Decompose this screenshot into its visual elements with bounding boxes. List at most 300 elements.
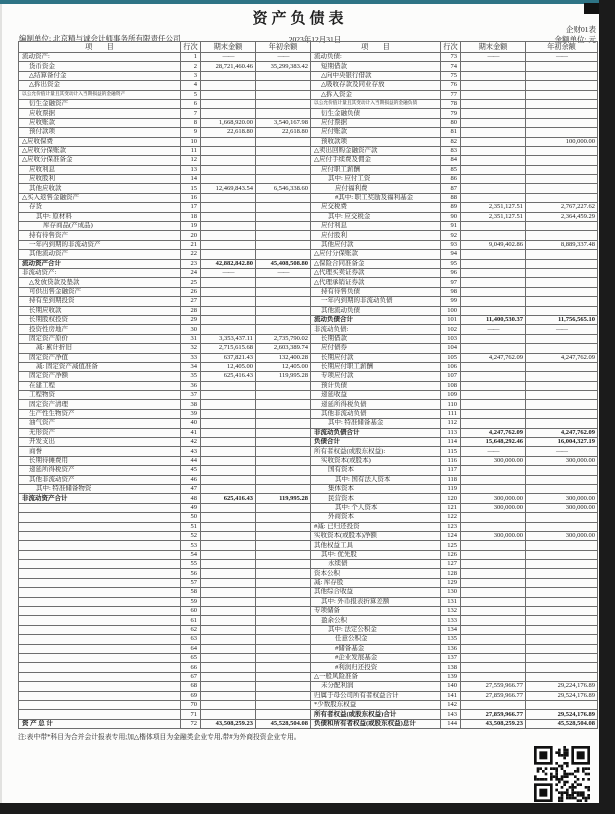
liability-beginning-balance [526,597,598,606]
liability-beginning-balance [526,419,598,428]
liability-ending-balance: 300,000.00 [461,456,526,465]
liability-ending-balance [461,513,526,522]
liability-ending-balance [461,62,526,71]
table-row [19,682,598,691]
liability-ending-balance: 43,508,259.23 [461,719,526,728]
balance-sheet-table [18,41,598,729]
asset-ending-balance [201,484,256,493]
liability-line-number: 141 [441,691,461,700]
table-row [19,691,598,700]
asset-ending-balance: 12,405.00 [201,362,256,371]
asset-line-number: 37 [181,391,201,400]
liability-line-number: 117 [441,466,461,475]
table-row [19,81,598,90]
asset-line-number: 52 [181,531,201,540]
liability-ending-balance [461,616,526,625]
asset-beginning-balance [256,438,311,447]
liability-ending-balance [461,128,526,137]
liability-beginning-balance: 16,004,327.19 [526,438,598,447]
liability-item-label: 负债合计 [311,438,441,447]
asset-item-label: △应收保费 [19,137,181,146]
asset-beginning-balance [256,297,311,306]
asset-line-number: 36 [181,381,201,390]
table-row [19,156,598,165]
liability-beginning-balance [526,513,598,522]
asset-beginning-balance [256,541,311,550]
asset-item-label [19,654,181,663]
liability-beginning-balance [526,306,598,315]
asset-line-number: 6 [181,99,201,108]
table-row [19,212,598,221]
asset-beginning-balance: 132,400.28 [256,353,311,362]
table-row [19,146,598,155]
table-row [19,560,598,569]
liability-beginning-balance [526,175,598,184]
liability-line-number: 108 [441,381,461,390]
asset-beginning-balance [256,175,311,184]
asset-ending-balance: 43,508,259.23 [201,719,256,728]
liability-ending-balance [461,466,526,475]
asset-item-label: 无形资产 [19,428,181,437]
asset-beginning-balance [256,700,311,709]
table-row [19,409,598,418]
liability-line-number: 101 [441,315,461,324]
liability-ending-balance [461,193,526,202]
liability-line-number: 85 [441,165,461,174]
liability-beginning-balance: 300,000.00 [526,503,598,512]
liability-item-label: 预收款项 [311,137,441,146]
liability-item-label: 一年内到期的非流动负债 [311,297,441,306]
asset-ending-balance [201,278,256,287]
asset-item-label: △买入返售金融资产 [19,193,181,202]
asset-line-number: 27 [181,297,201,306]
liability-item-label: 长期应付款 [311,353,441,362]
liability-line-number: 73 [441,53,461,62]
table-row [19,654,598,663]
asset-beginning-balance [256,231,311,240]
table-row [19,513,598,522]
liability-ending-balance [461,297,526,306]
asset-ending-balance [201,175,256,184]
col-header-ending: 期末金额 [461,42,526,53]
asset-beginning-balance [256,522,311,531]
liability-item-label: #减: 已归还投资 [311,522,441,531]
asset-beginning-balance [256,635,311,644]
table-row [19,306,598,315]
asset-beginning-balance: 45,408,508.80 [256,259,311,268]
table-row [19,193,598,202]
asset-ending-balance [201,691,256,700]
liability-line-number: 80 [441,118,461,127]
asset-item-label [19,597,181,606]
asset-item-label: △拆出资金 [19,81,181,90]
table-row [19,503,598,512]
liability-ending-balance [461,578,526,587]
asset-beginning-balance [256,222,311,231]
asset-beginning-balance [256,625,311,634]
liability-beginning-balance [526,90,598,99]
table-row [19,109,598,118]
liability-line-number: 133 [441,616,461,625]
liability-line-number: 78 [441,99,461,108]
table-row [19,635,598,644]
liability-beginning-balance: 2,767,227.62 [526,203,598,212]
asset-ending-balance [201,419,256,428]
table-row [19,325,598,334]
asset-beginning-balance [256,409,311,418]
asset-item-label: 减: 累计折旧 [19,344,181,353]
liability-item-label: 其中: 应付工资 [311,175,441,184]
liability-line-number: 123 [441,522,461,531]
liability-ending-balance [461,287,526,296]
asset-ending-balance [201,503,256,512]
asset-ending-balance: 1,668,920.00 [201,118,256,127]
asset-item-label: 衍生金融资产 [19,99,181,108]
asset-beginning-balance [256,682,311,691]
liability-ending-balance: 9,049,402.86 [461,240,526,249]
asset-beginning-balance [256,456,311,465]
scan-top-bar [0,0,615,4]
liability-line-number: 130 [441,588,461,597]
liability-line-number: 92 [441,231,461,240]
asset-ending-balance [201,531,256,540]
liability-beginning-balance [526,184,598,193]
asset-line-number: 38 [181,400,201,409]
asset-line-number: 16 [181,193,201,202]
liability-line-number: 134 [441,625,461,634]
liability-line-number: 119 [441,484,461,493]
liability-item-label: 归属于母公司所有者权益合计 [311,691,441,700]
scan-bottom-edge [0,803,615,814]
liability-line-number: 131 [441,597,461,606]
asset-beginning-balance [256,447,311,456]
asset-ending-balance [201,381,256,390]
asset-line-number: 44 [181,456,201,465]
asset-ending-balance: —— [201,268,256,277]
liability-item-label: △代理买卖证券款 [311,268,441,277]
liability-beginning-balance [526,522,598,531]
asset-ending-balance [201,654,256,663]
asset-line-number: 50 [181,513,201,522]
table-row [19,419,598,428]
asset-beginning-balance [256,391,311,400]
table-row [19,466,598,475]
asset-ending-balance [201,409,256,418]
asset-line-number: 9 [181,128,201,137]
asset-line-number: 22 [181,250,201,259]
asset-line-number: 55 [181,560,201,569]
asset-item-label: 流动资产: [19,53,181,62]
asset-beginning-balance [256,137,311,146]
table-row [19,531,598,540]
liability-beginning-balance [526,193,598,202]
liability-ending-balance [461,644,526,653]
asset-beginning-balance: 6,546,338.60 [256,184,311,193]
liability-beginning-balance [526,672,598,681]
liability-item-label: △向中央银行借款 [311,71,441,80]
liability-beginning-balance [526,146,598,155]
asset-ending-balance [201,165,256,174]
table-row [19,550,598,559]
liability-beginning-balance [526,466,598,475]
asset-ending-balance [201,644,256,653]
table-row [19,456,598,465]
liability-ending-balance [461,259,526,268]
asset-ending-balance [201,522,256,531]
asset-ending-balance: 3,353,437.11 [201,334,256,343]
liability-line-number: 103 [441,334,461,343]
liability-item-label: 持有待售负债 [311,287,441,296]
liability-item-label: 专项应付款 [311,372,441,381]
asset-item-label [19,503,181,512]
liability-line-number: 127 [441,560,461,569]
asset-ending-balance: 12,469,843.54 [201,184,256,193]
liability-beginning-balance: 29,224,176.89 [526,682,598,691]
asset-line-number: 40 [181,419,201,428]
liability-ending-balance [461,409,526,418]
asset-beginning-balance: 12,405.00 [256,362,311,371]
liability-item-label: 其他流动负债 [311,306,441,315]
asset-line-number: 29 [181,315,201,324]
asset-ending-balance [201,203,256,212]
liability-item-label: 外商资本 [311,513,441,522]
liability-item-label: 递延所得税负债 [311,400,441,409]
asset-item-label: 一年内到期的非流动资产 [19,240,181,249]
liability-beginning-balance [526,109,598,118]
asset-line-number: 2 [181,62,201,71]
asset-beginning-balance [256,654,311,663]
liability-beginning-balance [526,222,598,231]
asset-ending-balance [201,710,256,719]
asset-item-label: 长期股权投资 [19,315,181,324]
table-row [19,231,598,240]
asset-item-label [19,607,181,616]
liability-item-label: 盈余公积 [311,616,441,625]
asset-line-number: 24 [181,268,201,277]
asset-ending-balance [201,456,256,465]
asset-beginning-balance [256,109,311,118]
asset-item-label: 固定资产原价 [19,334,181,343]
asset-beginning-balance [256,156,311,165]
asset-line-number: 67 [181,672,201,681]
liability-beginning-balance [526,588,598,597]
asset-line-number: 12 [181,156,201,165]
liability-beginning-balance [526,381,598,390]
asset-beginning-balance [256,616,311,625]
liability-item-label: 其中: 外币报表折算差额 [311,597,441,606]
liability-item-label: 非流动负债合计 [311,428,441,437]
asset-line-number: 46 [181,475,201,484]
liability-ending-balance [461,250,526,259]
asset-beginning-balance [256,193,311,202]
asset-line-number: 1 [181,53,201,62]
asset-item-label: △结算备付金 [19,71,181,80]
asset-beginning-balance [256,250,311,259]
asset-item-label: 非流动资产合计 [19,494,181,503]
liability-beginning-balance: 8,889,337.48 [526,240,598,249]
liability-line-number: 139 [441,672,461,681]
asset-item-label [19,569,181,578]
asset-ending-balance [201,616,256,625]
asset-ending-balance [201,391,256,400]
liability-beginning-balance: 45,528,504.08 [526,719,598,728]
col-header-line: 行次 [181,42,201,53]
liability-ending-balance: 2,351,127.51 [461,212,526,221]
liability-ending-balance: 300,000.00 [461,494,526,503]
liability-beginning-balance [526,409,598,418]
liability-line-number: 136 [441,644,461,653]
asset-item-label: 工程物资 [19,391,181,400]
liability-beginning-balance [526,541,598,550]
table-row [19,222,598,231]
asset-ending-balance [201,682,256,691]
liability-ending-balance [461,372,526,381]
liability-ending-balance [461,522,526,531]
table-row [19,607,598,616]
liability-item-label: 其他应付款 [311,240,441,249]
liability-ending-balance [461,654,526,663]
asset-line-number: 25 [181,278,201,287]
liability-beginning-balance [526,81,598,90]
liability-line-number: 109 [441,391,461,400]
liability-ending-balance: 27,559,966.77 [461,682,526,691]
liability-item-label: 其中: 应交税金 [311,212,441,221]
liability-line-number: 102 [441,325,461,334]
liability-item-label: #利润归还投资 [311,663,441,672]
asset-ending-balance [201,663,256,672]
asset-beginning-balance [256,466,311,475]
amount-unit: 金额单位: 元 [554,35,596,44]
liability-line-number: 144 [441,719,461,728]
liability-beginning-balance [526,118,598,127]
liability-beginning-balance: 11,756,565.10 [526,315,598,324]
liability-item-label: 实收资本(或股本)净额 [311,531,441,540]
liability-ending-balance [461,231,526,240]
liability-beginning-balance: 300,000.00 [526,531,598,540]
col-header-beginning: 年初余额 [256,42,311,53]
liability-line-number: 95 [441,259,461,268]
asset-line-number: 18 [181,212,201,221]
asset-item-label: 递延所得税资产 [19,466,181,475]
liability-beginning-balance [526,578,598,587]
liability-ending-balance [461,560,526,569]
liability-beginning-balance: 100,000.00 [526,137,598,146]
asset-item-label [19,700,181,709]
asset-item-label: 可供出售金融资产 [19,287,181,296]
asset-ending-balance [201,400,256,409]
asset-line-number: 71 [181,710,201,719]
liability-ending-balance: 11,400,530.37 [461,315,526,324]
table-row [19,118,598,127]
liability-line-number: 116 [441,456,461,465]
asset-beginning-balance [256,569,311,578]
table-row [19,259,598,268]
col-header-item: 项 目 [311,42,441,53]
liability-beginning-balance [526,71,598,80]
asset-beginning-balance [256,644,311,653]
liability-beginning-balance: 29,524,176.89 [526,710,598,719]
table-row [19,541,598,550]
asset-item-label: 固定资产清理 [19,400,181,409]
asset-item-label: 固定资产净额 [19,372,181,381]
liability-line-number: 128 [441,569,461,578]
liability-ending-balance [461,334,526,343]
liability-beginning-balance [526,616,598,625]
liability-beginning-balance: 4,247,762.09 [526,353,598,362]
asset-item-label: 减: 固定资产减值准备 [19,362,181,371]
liability-item-label: 流动负债: [311,53,441,62]
asset-line-number: 65 [181,654,201,663]
asset-ending-balance: 42,882,842.80 [201,259,256,268]
liability-beginning-balance [526,231,598,240]
liability-ending-balance [461,137,526,146]
asset-item-label: △应收分保账款 [19,146,181,155]
liability-line-number: 90 [441,212,461,221]
liability-item-label: 流动负债合计 [311,315,441,324]
liability-ending-balance [461,541,526,550]
liability-item-label: △一般风险准备 [311,672,441,681]
liability-line-number: 87 [441,184,461,193]
asset-item-label: 其他非流动资产 [19,475,181,484]
asset-item-label [19,513,181,522]
asset-ending-balance [201,231,256,240]
table-row [19,278,598,287]
table-row [19,165,598,174]
liability-ending-balance [461,90,526,99]
asset-beginning-balance [256,278,311,287]
liability-beginning-balance: 300,000.00 [526,456,598,465]
liability-item-label: 专项储备 [311,607,441,616]
table-row [19,569,598,578]
liability-ending-balance: 15,648,292.46 [461,438,526,447]
asset-beginning-balance [256,287,311,296]
asset-beginning-balance [256,419,311,428]
liability-line-number: 106 [441,362,461,371]
liability-beginning-balance: —— [526,447,598,456]
form-code: 企财01表 [566,25,596,34]
liability-item-label: 任意公积金 [311,635,441,644]
liability-item-label: △拆入资金 [311,90,441,99]
asset-beginning-balance [256,710,311,719]
asset-item-label: 其中: 原材料 [19,212,181,221]
asset-item-label [19,560,181,569]
liability-ending-balance [461,156,526,165]
liability-item-label: △应付分保账款 [311,250,441,259]
asset-ending-balance [201,250,256,259]
asset-ending-balance [201,560,256,569]
liability-item-label: 永续债 [311,560,441,569]
liability-beginning-balance [526,644,598,653]
liability-beginning-balance: —— [526,325,598,334]
liability-item-label: 国有资本 [311,466,441,475]
liability-ending-balance [461,184,526,193]
liability-item-label: △代理承销证券款 [311,278,441,287]
liability-item-label: 负债和所有者权益(或股东权益)总计 [311,719,441,728]
asset-beginning-balance [256,212,311,221]
liability-line-number: 100 [441,306,461,315]
asset-ending-balance [201,222,256,231]
liability-ending-balance [461,663,526,672]
liability-line-number: 75 [441,71,461,80]
asset-ending-balance [201,635,256,644]
table-row [19,344,598,353]
table-row [19,672,598,681]
table-row [19,297,598,306]
asset-item-label [19,663,181,672]
liability-line-number: 143 [441,710,461,719]
asset-line-number: 23 [181,259,201,268]
asset-item-label: 应收票据 [19,109,181,118]
